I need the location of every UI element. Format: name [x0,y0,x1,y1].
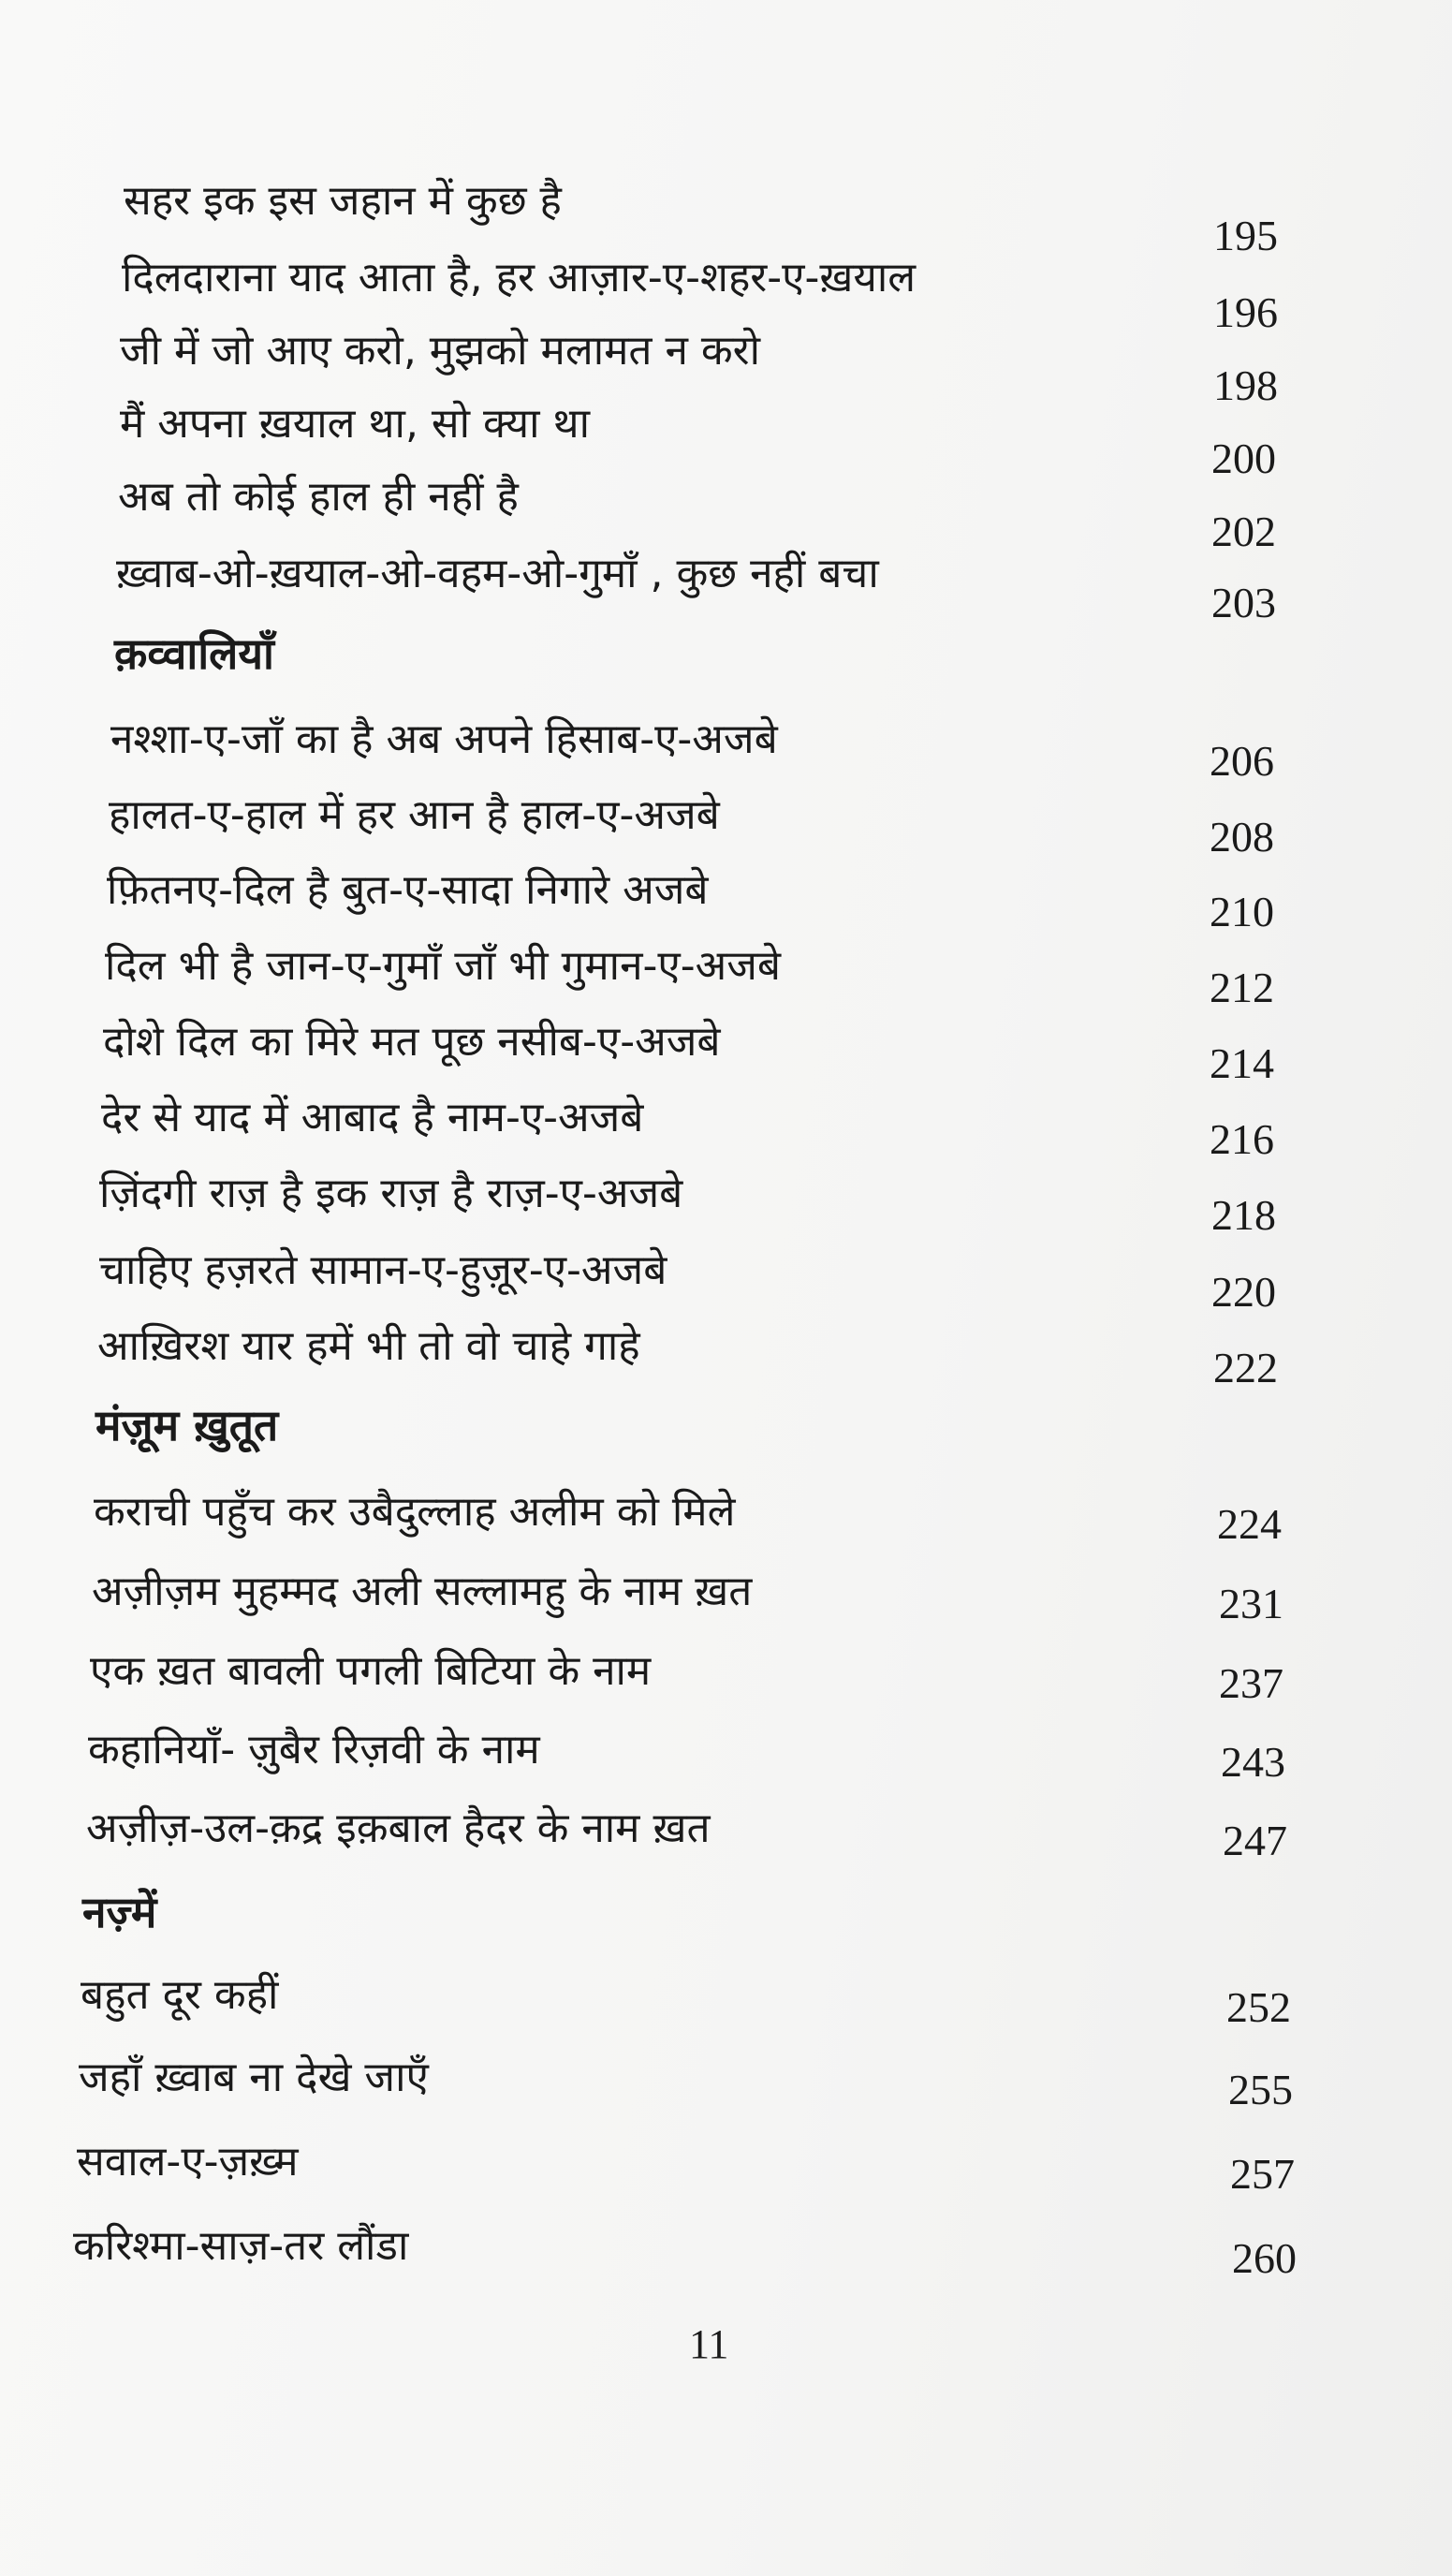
toc-entry [0,541,1452,626]
toc-entry-page: 252 [1226,1983,1291,2031]
toc-entry-page: 220 [1211,1268,1276,1316]
toc-entry-page: 216 [1210,1115,1274,1163]
toc-entry-page: 198 [1213,361,1278,409]
toc-entry [0,934,1452,1011]
toc-entry-title: चाहिए हज़रते सामान-ए-हुज़ूर-ए-अजबे [99,1246,667,1294]
toc-entry-page: 206 [1210,737,1274,785]
toc-entry-page: 255 [1228,2066,1293,2113]
toc-entry [0,2214,1452,2282]
toc-entry-title: जी में जो आए करो, मुझको मलामत न करो [120,327,761,375]
page-number: 11 [689,2321,729,2367]
toc-entry [0,1314,1452,1391]
toc-entry-title: दिलदाराना याद आता है, हर आज़ार-ए-शहर-ए-ख़याल [122,254,917,302]
toc-entry [0,464,1452,555]
toc-entry-title: एक ख़त बावली पगली बिटिया के नाम [90,1647,652,1695]
toc-entry [0,707,1452,785]
toc-entry-page: 200 [1211,434,1276,482]
toc-entry-page: 196 [1213,288,1278,336]
toc-entry-page: 224 [1217,1500,1282,1548]
section-heading: क़व्वालियाँ [114,628,274,679]
section-heading: मंज़ूम ख़ुतूत [95,1400,279,1450]
toc-entry-title: हालत-ए-हाल में हर आन है हाल-ए-अजबे [109,791,720,839]
toc-entry-page: 202 [1211,508,1276,555]
toc-entry-page: 212 [1210,964,1274,1011]
toc-entry-title: जहाँ ख़्वाब ना देखे जाएँ [79,2053,429,2101]
toc-entry [0,1161,1452,1239]
toc-entry-page: 208 [1210,813,1274,861]
toc-entry-page: 218 [1211,1191,1276,1239]
toc-entry-page: 210 [1210,888,1274,935]
toc-entry-page: 214 [1210,1039,1274,1087]
toc-entry-page: 260 [1232,2234,1297,2282]
toc-entry [0,1479,1452,1548]
toc-entry-title: दिल भी है जान-ए-गुमाँ जाँ भी गुमान-ए-अजबे [105,942,781,990]
toc-entry-title: सवाल-ए-ज़ख़्म [77,2138,299,2186]
toc-entry-title: करिश्मा-साज़-तर लौंडा [73,2222,409,2270]
toc-entry-title: ज़िंदगी राज़ है इक राज़ है राज़-ए-अजबे [99,1170,683,1217]
toc-entry-title: नश्शा-ए-जाँ का है अब अपने हिसाब-ए-अजबे [110,715,778,763]
toc-entry-page: 247 [1223,1817,1287,1864]
toc-entry [0,391,1452,482]
toc-entry [0,858,1452,935]
toc-entry-page: 243 [1221,1738,1285,1786]
toc-entry-page: 195 [1213,212,1278,259]
toc-entry [0,169,1452,259]
toc-entry [0,1963,1452,2031]
toc-entry-title: कहानियाँ- ज़ुबैर रिज़वी के नाम [88,1726,540,1774]
toc-entry-title: अब तो कोई हाल ही नहीं है [118,473,519,521]
toc-entry [0,783,1452,861]
toc-entry-title: अज़ीज़-उल-क़द्र इक़बाल हैदर के नाम ख़त [86,1804,711,1852]
toc-entry-title: आख़िरश यार हमें भी तो वो चाहे गाहे [97,1322,640,1370]
toc-entry-title: कराची पहुँच कर उबैदुल्लाह अलीम को मिले [94,1488,736,1536]
toc-entry [0,318,1452,409]
toc-entry-title: मैं अपना ख़याल था, सो क्या था [120,400,590,448]
toc-entry-title: बहुत दूर कहीं [81,1971,279,2019]
toc-entry-title: दोशे दिल का मिरे मत पूछ नसीब-ए-अजबे [103,1018,721,1066]
toc-entry-title: अज़ीज़म मुहम्मद अली सल्लामहु के नाम ख़त [92,1568,753,1615]
toc-entry [0,1559,1452,1625]
toc-entry [0,2045,1452,2111]
toc-entry [0,2129,1452,2198]
toc-entry-title: फ़ितनए-दिल है बुत-ए-सादा निगारे अजबे [107,866,709,914]
toc-entry-title: देर से याद में आबाद है नाम-ए-अजबे [101,1094,644,1141]
toc-entry-page: 231 [1219,1580,1283,1627]
toc-entry [0,1085,1452,1163]
section-heading: नज़्में [82,1887,157,1937]
toc-entry-page: 257 [1230,2150,1295,2198]
toc-entry-page: 203 [1211,579,1276,626]
toc-entry-title: सहर इक इस जहान में कुछ है [124,177,562,225]
toc-entry [0,1238,1452,1316]
toc-entry [0,1639,1452,1707]
toc-entry-title: ख़्वाब-ओ-ख़याल-ओ-वहम-ओ-गुमाँ , कुछ नहीं बचा [116,550,879,597]
toc-entry [0,1009,1452,1087]
toc-entry [0,245,1452,336]
toc-entry-page: 222 [1213,1344,1278,1391]
toc-entry [0,1796,1452,1862]
toc-entry [0,1717,1452,1786]
toc-entry-page: 237 [1219,1659,1283,1707]
